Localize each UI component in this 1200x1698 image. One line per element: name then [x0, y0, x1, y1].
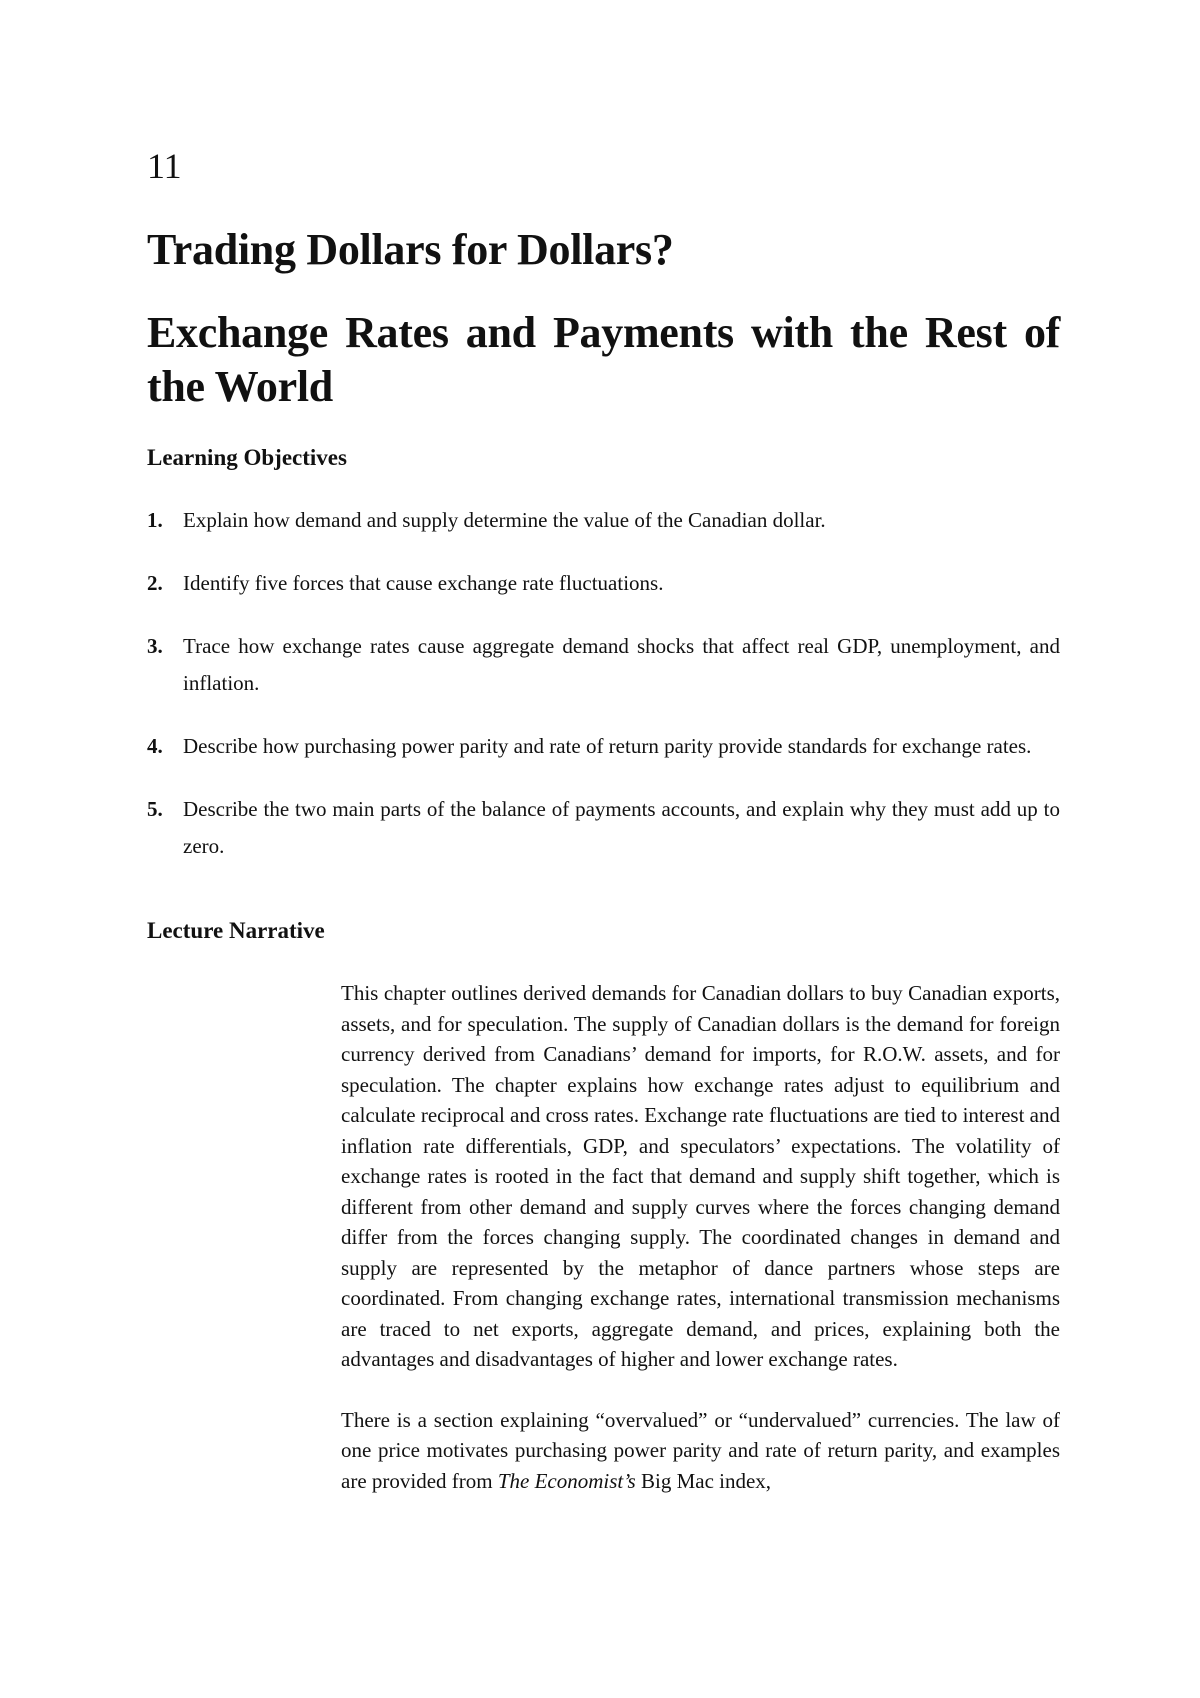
narrative-text: There is a section explaining “overvalued” or “undervalued” currencies. The law of one price motivates purchasing power parity and rate of return parity, and examples are provided from: [341, 1407, 1060, 1493]
narrative-paragraph: This chapter outlines derived demands for Canadian dollars to buy Canadian exports, assets, and for speculation. The supply of Canadian dollars is the demand for foreign currency derived from Canadians’ demand for imports, for R.O.W. assets, and for speculation. The chapter explains how exchange rates adjust to equilibrium and calculate reciprocal and cross rates. Exchange rate fluctuations are tied to interest and inflation rate differentials, GDP, and speculators’ expectations. The volatility of exchange rates is rooted in the fact that demand and supply shift together, which is different from other demand and supply curves where the forces changing demand differ from the forces changing supply. The coordinated changes in demand and supply are represented by the metaphor of dance partners whose steps are coordinated. From changing exchange rates, international transmission mechanisms are traced to net exports, aggregate demand, and prices, explaining both the advantages and disadvantages of higher and lower exchange rates.: [341, 981, 1060, 1371]
objective-item: [147, 628, 1060, 702]
objective-item: [147, 565, 1060, 602]
objective-text: Explain how demand and supply determine the value of the Canadian dollar.: [183, 508, 826, 532]
objective-number: 4.: [147, 734, 163, 758]
chapter-title: Trading Dollars for Dollars?: [147, 225, 674, 274]
objective-text: Trace how exchange rates cause aggregate demand shocks that affect real GDP, unemployment, and inflation.: [183, 634, 1060, 695]
objective-item: [147, 728, 1060, 765]
chapter-number: 11: [147, 146, 182, 186]
lecture-narrative-heading: Lecture Narrative: [147, 918, 325, 943]
narrative-text: Big Mac index,: [635, 1468, 772, 1493]
lecture-narrative-body: [341, 978, 1060, 1496]
objective-text: Identify five forces that cause exchange rate fluctuations.: [183, 571, 664, 595]
narrative-paragraph: [341, 1405, 1060, 1497]
objective-number: 3.: [147, 634, 163, 658]
learning-objectives-heading: Learning Objectives: [147, 445, 347, 470]
objective-item: [147, 502, 1060, 539]
objective-item: [147, 791, 1060, 865]
objective-text: Describe how purchasing power parity and rate of return parity provide standards for exchange rates.: [183, 734, 1032, 758]
objective-text: Describe the two main parts of the balance of payments accounts, and explain why they must add up to zero.: [183, 797, 1060, 858]
objective-number: 2.: [147, 571, 163, 595]
learning-objectives-list: [147, 502, 1060, 865]
objective-number: 5.: [147, 797, 163, 821]
chapter-subtitle: Exchange Rates and Payments with the Rest of the World: [147, 308, 1060, 411]
objective-number: 1.: [147, 508, 163, 532]
publication-title: The Economist’s: [497, 1468, 636, 1493]
